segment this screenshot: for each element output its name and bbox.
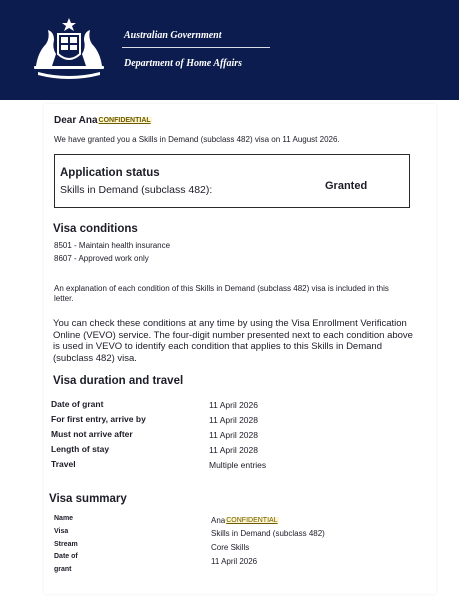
visa-conditions-heading: Visa conditions [53,223,138,235]
duration-label-must-not-arrive: Must not arrive after [51,429,133,439]
visa-summary-heading: Visa summary [49,493,127,505]
summary-label-name: Name [54,515,74,522]
government-name: Australian Government [124,30,222,41]
duration-label-first-entry: For first entry, arrive by [51,414,146,424]
redaction-label: CONFIDENTIAL [226,517,278,524]
redaction-label: CONFIDENTIAL [98,117,151,124]
summary-label-grant: grant [54,566,72,573]
summary-label-stream: Stream [54,541,78,548]
summary-value-visa: Skills in Demand (subclass 482) [211,529,325,538]
conditions-explanation: An explanation of each condition of this Skills in Demand (subclass 482) visa is included in this letter. [54,284,389,303]
duration-value-must-not-arrive: 11 April 2028 [209,430,258,440]
department-name: Department of Home Affairs [124,58,243,69]
summary-value-name: AnaCONFIDENTIAL [211,516,278,525]
application-status-heading: Application status [60,167,160,179]
summary-value-stream: Core Skills [211,543,250,552]
application-status-visa: Skills in Demand (subclass 482): [60,184,213,196]
government-header [0,0,459,100]
duration-value-date-of-grant: 11 April 2026 [209,400,258,410]
duration-value-travel: Multiple entries [209,460,267,470]
grant-sentence: We have granted you a Skills in Demand (subclass 482) visa on 11 August 2026. [54,135,340,144]
visa-condition-item: 8501 - Maintain health insurance [54,241,171,250]
header-divider [122,47,270,48]
duration-value-length-of-stay: 11 April 2028 [209,445,258,455]
summary-label-date-of: Date of [54,553,78,560]
summary-value-date-of-grant: 11 April 2026 [211,557,258,566]
vevo-note: You can check these conditions at any time by using the Visa Enrollment Verification Online (VEVO) service. The four-digit number presented next to each condition above is used in VEVO to identify each condition that applies to this Skills in Demand (subclass 482) visa. [53,318,413,364]
application-status-value: Granted [325,180,368,192]
duration-label-travel: Travel [51,459,76,469]
duration-label-length-of-stay: Length of stay [51,444,110,454]
duration-label-date-of-grant: Date of grant [51,399,104,409]
visa-condition-item: 8607 - Approved work only [54,254,149,263]
salutation: Dear AnaCONFIDENTIAL [54,115,151,126]
coat-of-arms-icon [28,16,110,80]
summary-label-visa: Visa [54,528,69,535]
visa-duration-heading: Visa duration and travel [53,375,184,387]
duration-value-first-entry: 11 April 2028 [209,415,258,425]
